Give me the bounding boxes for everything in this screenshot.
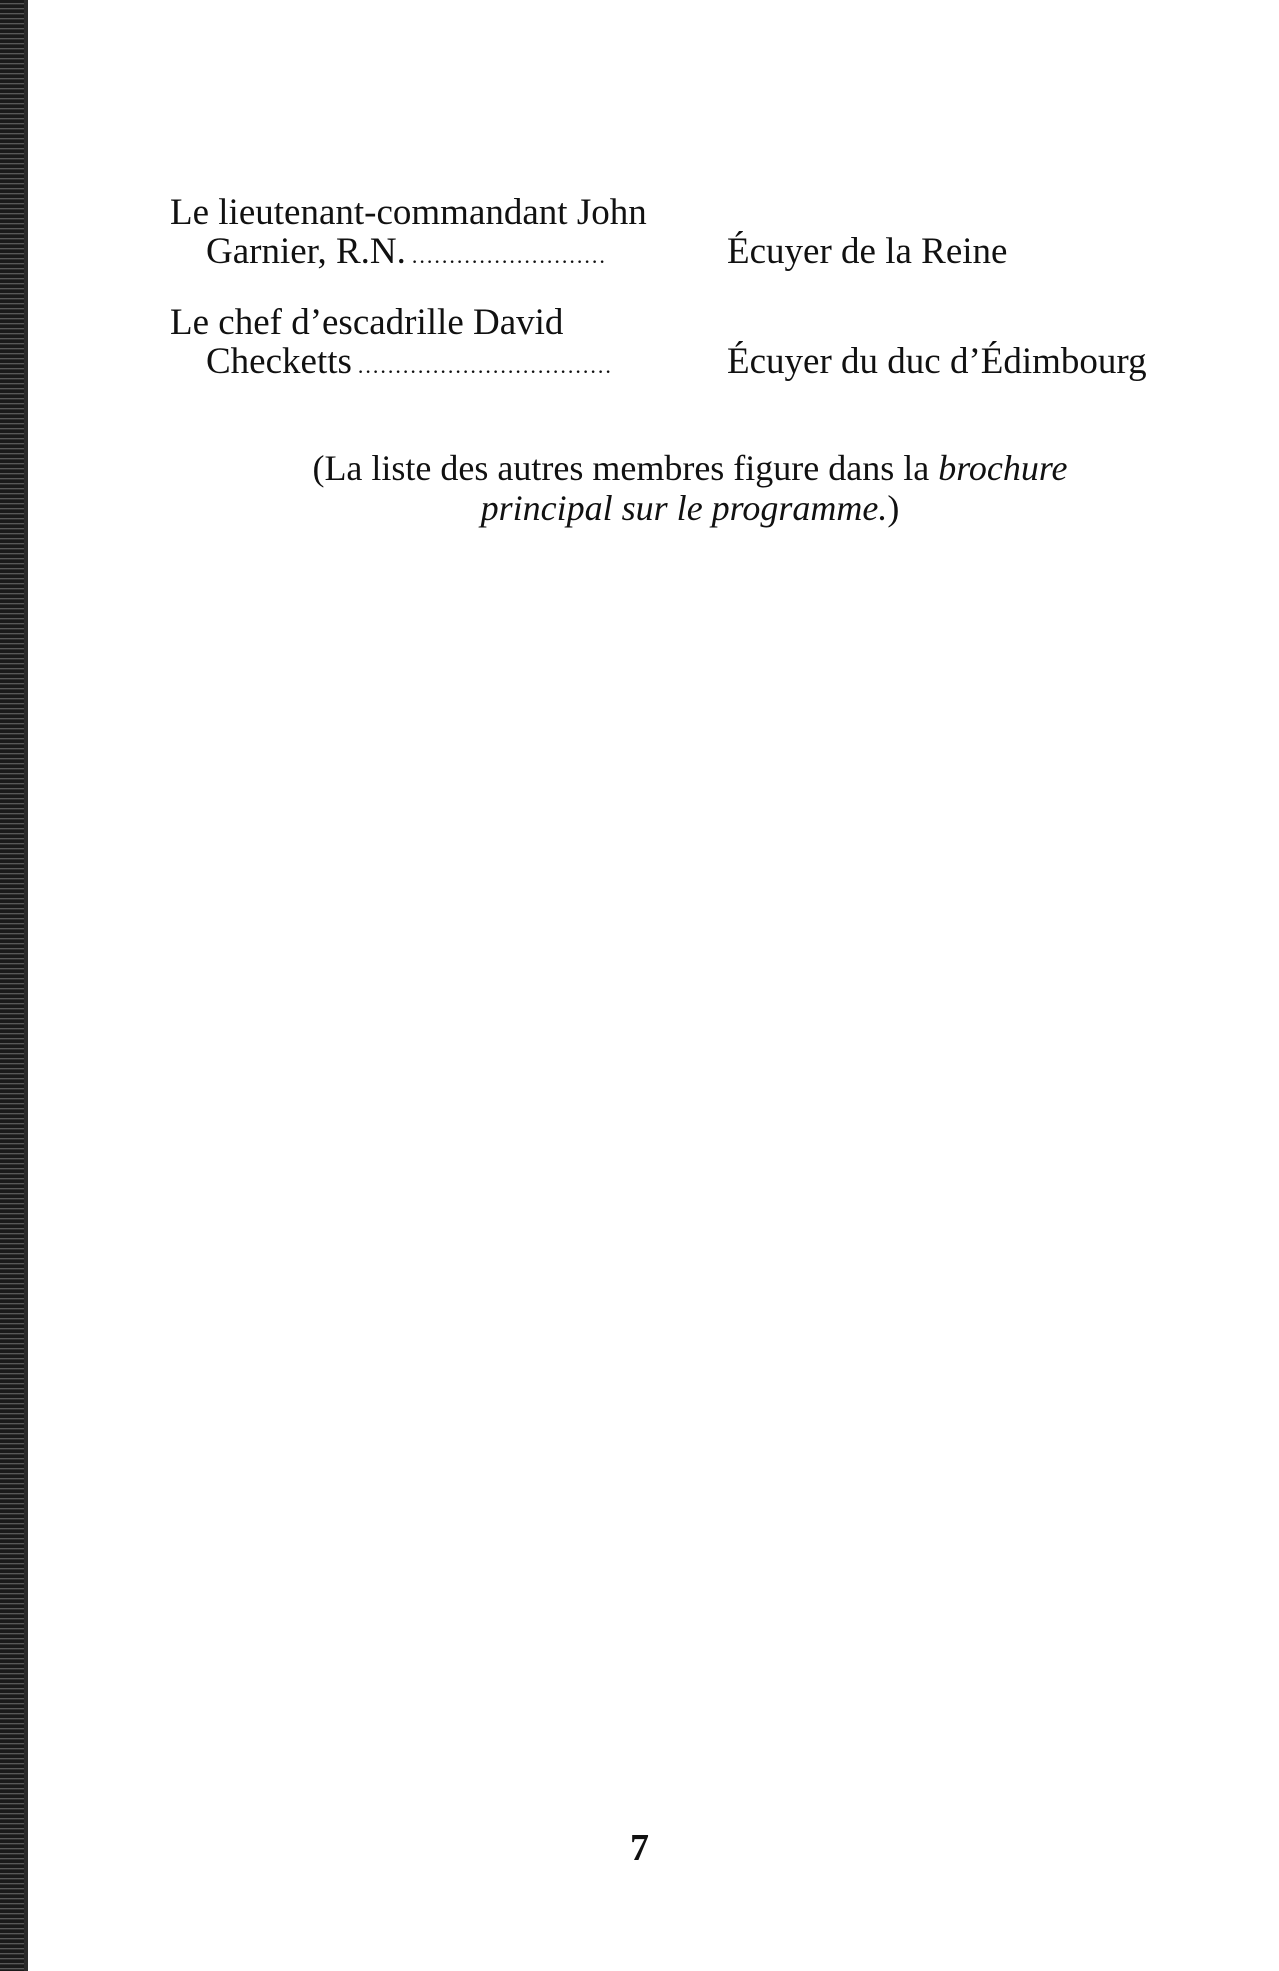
entry-role: Écuyer du duc d’Édimbourg (727, 341, 1147, 382)
footnote-paragraph (170, 448, 1210, 528)
entry-name-line1: Le chef d’escadrille David (170, 302, 564, 343)
note-italic-brochure: brochure (938, 448, 1068, 488)
note-close: ) (887, 488, 900, 528)
entry-name: Garnier, R.N. (206, 232, 406, 272)
entry-name-line1: Le lieutenant-commandant John (170, 192, 647, 233)
leader-dots: .................................. (357, 353, 613, 378)
entry-garnier (170, 193, 1210, 275)
entry-checketts (170, 303, 1210, 385)
binding-edge (0, 0, 24, 1971)
entry-name-line2 (170, 342, 687, 385)
leader-dots: .......................... (411, 243, 607, 268)
page-number: 7 (630, 1827, 649, 1869)
entry-name: Checketts (206, 342, 352, 382)
binding-edge-line (24, 0, 28, 1971)
note-text: (La liste des autres membres figure dans la (312, 448, 939, 488)
entry-role: Écuyer de la Reine (727, 231, 1008, 272)
entry-name-line2 (170, 232, 687, 275)
note-italic-programme: principal sur le programme. (480, 488, 888, 528)
